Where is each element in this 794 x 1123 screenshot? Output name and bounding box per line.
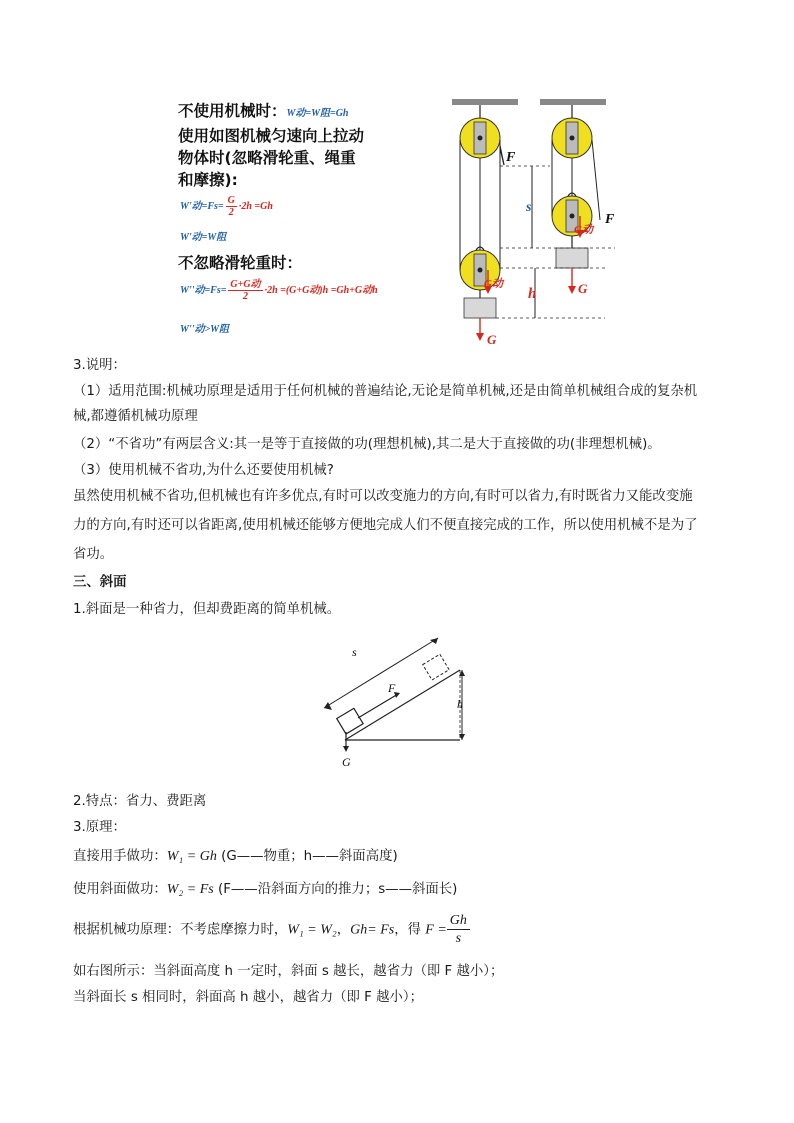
direct-work-line	[73, 845, 398, 869]
label-F2: F	[605, 212, 615, 227]
section3-para-line3: 省功。	[73, 547, 114, 562]
no-machine-line	[178, 100, 348, 125]
eq1-den: 2	[228, 207, 234, 218]
section3-item2: （2）“不省功”有两层含义:其一是等于直接做的功(理想机械),其二是大于直接做的功(非理想机械)。	[73, 437, 661, 452]
left-weight	[464, 298, 496, 318]
eq1-left: W'动=Fs=	[180, 200, 224, 212]
slope-note: (F——沿斜面方向的推力；s——斜面长)	[217, 882, 458, 897]
label-s: s	[526, 200, 532, 215]
incline-heading: 三、斜面	[73, 575, 127, 590]
principle-F: F =	[425, 922, 447, 938]
principle-get: ，得	[394, 922, 421, 938]
label-h: h	[528, 286, 537, 302]
direct-eq: W₁ = Gh	[166, 849, 217, 864]
eq1-right: ·2h =Gh	[238, 200, 273, 212]
eq1-fraction	[226, 195, 237, 218]
slope-work-line	[73, 878, 457, 902]
eq3-right: ·2h =(G+G动)h =Gh+G动h	[264, 284, 378, 296]
incline-point1: 1.斜面是一种省力，但却费距离的简单机械。	[73, 602, 341, 617]
label-F1: F	[506, 150, 516, 165]
label-Gd2: G动	[574, 224, 593, 236]
section3-item3: （3）使用机械不省功,为什么还要使用机械?	[73, 463, 334, 478]
incline-point2: 2.特点：省力、费距离	[73, 794, 207, 809]
fig-label-h: h	[457, 697, 463, 711]
use-line3: 和摩擦):	[178, 171, 238, 189]
section3-title: 3.说明：	[73, 358, 126, 373]
label-Gd1: G动	[484, 278, 503, 290]
principle-eq1: W₁ = W₂	[287, 922, 337, 938]
eq1	[180, 195, 273, 218]
eq1-num: G	[227, 195, 235, 206]
eq3-num: G+G动	[230, 279, 261, 290]
incline-rule2: 当斜面长 s 相同时，斜面高 h 越小，越省力（即 F 越小）；	[73, 990, 423, 1005]
principle-fraction	[447, 912, 470, 947]
section3-item1-line2: 械,都遵循机械功原理	[73, 409, 198, 424]
section3-para-line2: 力的方向,有时还可以省距离,使用机械还能够方便地完成人们不便直接完成的工作，所以使用机械不是为了	[73, 518, 698, 533]
principle-num: Gh	[447, 912, 470, 930]
section3-item1-line1: （1）适用范围:机械功原理是适用于任何机械的普遍结论,无论是简单机械,还是由简单机械组合成的复杂机	[73, 384, 698, 399]
principle-label: 根据机械功原理：不考虑摩擦力时，	[73, 922, 288, 938]
eq3-fraction	[228, 279, 262, 302]
eq2: W'动=W阻	[180, 232, 227, 243]
principle-den: s	[455, 931, 462, 946]
no-machine-eq: W动=W阻=Gh	[286, 108, 349, 119]
eq3-left: W''动=Fs=	[180, 284, 227, 296]
principle-line: 根据机械功原理：不考虑摩擦力时，W₁ = W₂，Gh= Fs，得 F = $\frac{Gh}{s}$	[73, 912, 470, 947]
not-ignore-heading: 不忽略滑轮重时：	[178, 254, 303, 272]
slope-eq: W₂ = Fs	[166, 882, 214, 897]
label-G2: G	[578, 281, 588, 296]
pulley-figure	[440, 90, 620, 350]
use-line2: 物体时(忽略滑轮重、绳重	[178, 149, 356, 167]
fig-label-s: s	[352, 645, 357, 659]
incline-rule1: 如右图所示：当斜面高度 h 一定时，斜面 s 越长，越省力（即 F 越小）；	[73, 964, 504, 979]
label-G1: G	[487, 332, 497, 347]
right-weight	[556, 248, 588, 268]
use-line1: 使用如图机械匀速向上拉动	[178, 127, 365, 145]
ceiling-right	[540, 99, 606, 105]
slope-label: 使用斜面做功：	[73, 882, 167, 897]
incline-point3: 3.原理：	[73, 820, 126, 835]
eq3	[180, 279, 378, 302]
section3-para-line1: 虽然使用机械不省功,但机械也有许多优点,有时可以改变施力的方向,有时可以省力,有时既省力又能改变施	[73, 489, 693, 504]
principle-eq2: Gh= Fs	[350, 922, 395, 938]
eq4: W''动>W阻	[180, 324, 230, 335]
fig-label-G: G	[342, 755, 351, 769]
direct-label: 直接用手做功：	[73, 849, 167, 864]
no-machine-label: 不使用机械时：	[178, 102, 287, 120]
fig-label-F: F	[388, 681, 396, 695]
direct-note: (G——物重；h——斜面高度)	[221, 849, 398, 864]
ceiling-left	[452, 99, 518, 105]
incline-figure	[310, 630, 480, 775]
eq3-den: 2	[242, 291, 248, 302]
